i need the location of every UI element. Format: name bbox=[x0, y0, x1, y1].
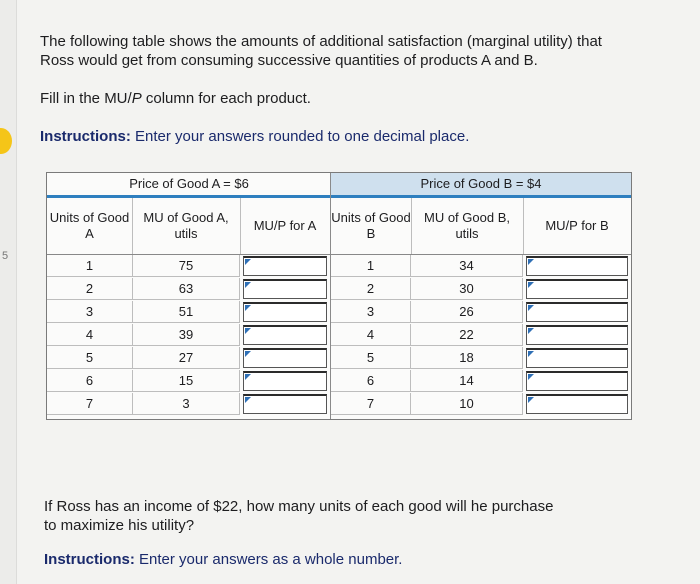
input-corner-icon bbox=[245, 374, 251, 380]
cell-mu-a: 3 bbox=[133, 393, 240, 415]
cell-units-a: 5 bbox=[47, 347, 133, 369]
input-corner-icon bbox=[245, 259, 251, 265]
cell-units-a: 1 bbox=[47, 255, 133, 277]
fill-instruction bbox=[40, 90, 311, 107]
input-corner-icon bbox=[528, 397, 534, 403]
cell-mu-b: 14 bbox=[411, 370, 523, 392]
fill-suffix: column for each product. bbox=[141, 90, 311, 107]
col-mu-b: MU of Good B, utils bbox=[411, 198, 524, 254]
cell-mu-b: 34 bbox=[411, 255, 523, 277]
answer-input-mup-a[interactable] bbox=[243, 302, 327, 322]
input-corner-icon bbox=[528, 374, 534, 380]
cell-mu-b: 10 bbox=[411, 393, 523, 415]
instructions-text: Enter your answers rounded to one decimal place. bbox=[130, 128, 470, 145]
price-a-header: Price of Good A = $6 bbox=[129, 176, 249, 191]
fill-italic: P bbox=[131, 90, 142, 107]
cell-mu-a: 15 bbox=[133, 370, 240, 392]
col-mup-b: MU/P for B bbox=[545, 218, 609, 233]
answer-input-mup-b[interactable] bbox=[526, 256, 628, 276]
input-corner-icon bbox=[528, 328, 534, 334]
answer-input-mup-b[interactable] bbox=[526, 325, 628, 345]
price-b-header: Price of Good B = $4 bbox=[331, 173, 631, 195]
instructions-2-text: Enter your answers as a whole number. bbox=[134, 551, 403, 568]
cell-units-b: 5 bbox=[331, 347, 411, 369]
cell-mu-b: 30 bbox=[411, 278, 523, 300]
question-2 bbox=[44, 497, 604, 535]
cell-mu-a: 51 bbox=[133, 301, 240, 323]
answer-input-mup-b[interactable] bbox=[526, 279, 628, 299]
input-corner-icon bbox=[245, 351, 251, 357]
cell-mu-a: 39 bbox=[133, 324, 240, 346]
input-corner-icon bbox=[528, 282, 534, 288]
cell-mu-b: 18 bbox=[411, 347, 523, 369]
answer-input-mup-a[interactable] bbox=[243, 279, 327, 299]
cell-mu-a: 27 bbox=[133, 347, 240, 369]
input-corner-icon bbox=[528, 305, 534, 311]
cell-mu-b: 26 bbox=[411, 301, 523, 323]
left-rail bbox=[0, 0, 17, 584]
answer-input-mup-a[interactable] bbox=[243, 325, 327, 345]
answer-input-mup-b[interactable] bbox=[526, 302, 628, 322]
cell-units-a: 4 bbox=[47, 324, 133, 346]
answer-input-mup-b[interactable] bbox=[526, 371, 628, 391]
col-units-b: Units of Good B bbox=[331, 198, 412, 254]
input-corner-icon bbox=[245, 397, 251, 403]
answer-input-mup-a[interactable] bbox=[243, 256, 327, 276]
input-corner-icon bbox=[245, 305, 251, 311]
input-corner-icon bbox=[245, 328, 251, 334]
cell-units-b: 4 bbox=[331, 324, 411, 346]
cell-units-b: 7 bbox=[331, 393, 411, 415]
answer-input-mup-b[interactable] bbox=[526, 348, 628, 368]
question-marker-icon[interactable] bbox=[0, 128, 12, 154]
instructions-2-label: Instructions: bbox=[44, 551, 135, 568]
rail-digit: 5 bbox=[2, 250, 9, 262]
prompt-line-1: The following table shows the amounts of additional satisfaction (marginal utility) that bbox=[40, 33, 602, 50]
col-mup-a: MU/P for A bbox=[240, 198, 331, 254]
cell-units-b: 3 bbox=[331, 301, 411, 323]
mu-table bbox=[46, 172, 632, 420]
answer-input-mup-a[interactable] bbox=[243, 394, 327, 414]
cell-mu-a: 75 bbox=[133, 255, 240, 277]
q2-line-1: If Ross has an income of $22, how many units of each good will he purchase bbox=[44, 498, 554, 515]
answer-input-mup-a[interactable] bbox=[243, 371, 327, 391]
cell-units-a: 6 bbox=[47, 370, 133, 392]
answer-input-mup-a[interactable] bbox=[243, 348, 327, 368]
q2-line-2: to maximize his utility? bbox=[44, 517, 195, 534]
cell-units-b: 6 bbox=[331, 370, 411, 392]
input-corner-icon bbox=[528, 259, 534, 265]
instructions-2 bbox=[44, 551, 402, 568]
cell-mu-a: 63 bbox=[133, 278, 240, 300]
cell-mu-b: 22 bbox=[411, 324, 523, 346]
instructions-1 bbox=[40, 128, 469, 145]
cell-units-a: 7 bbox=[47, 393, 133, 415]
col-units-a: Units of Good A bbox=[47, 198, 133, 254]
answer-input-mup-b[interactable] bbox=[526, 394, 628, 414]
instructions-label: Instructions: bbox=[40, 128, 131, 145]
cell-units-a: 3 bbox=[47, 301, 133, 323]
cell-units-b: 1 bbox=[331, 255, 411, 277]
cell-units-b: 2 bbox=[331, 278, 411, 300]
input-corner-icon bbox=[528, 351, 534, 357]
prompt-text bbox=[40, 32, 660, 70]
input-corner-icon bbox=[245, 282, 251, 288]
fill-prefix: Fill in the MU/ bbox=[40, 90, 132, 107]
prompt-line-2: Ross would get from consuming successive quantities of products A and B. bbox=[40, 52, 538, 69]
cell-units-a: 2 bbox=[47, 278, 133, 300]
col-mu-a: MU of Good A, utils bbox=[132, 198, 241, 254]
